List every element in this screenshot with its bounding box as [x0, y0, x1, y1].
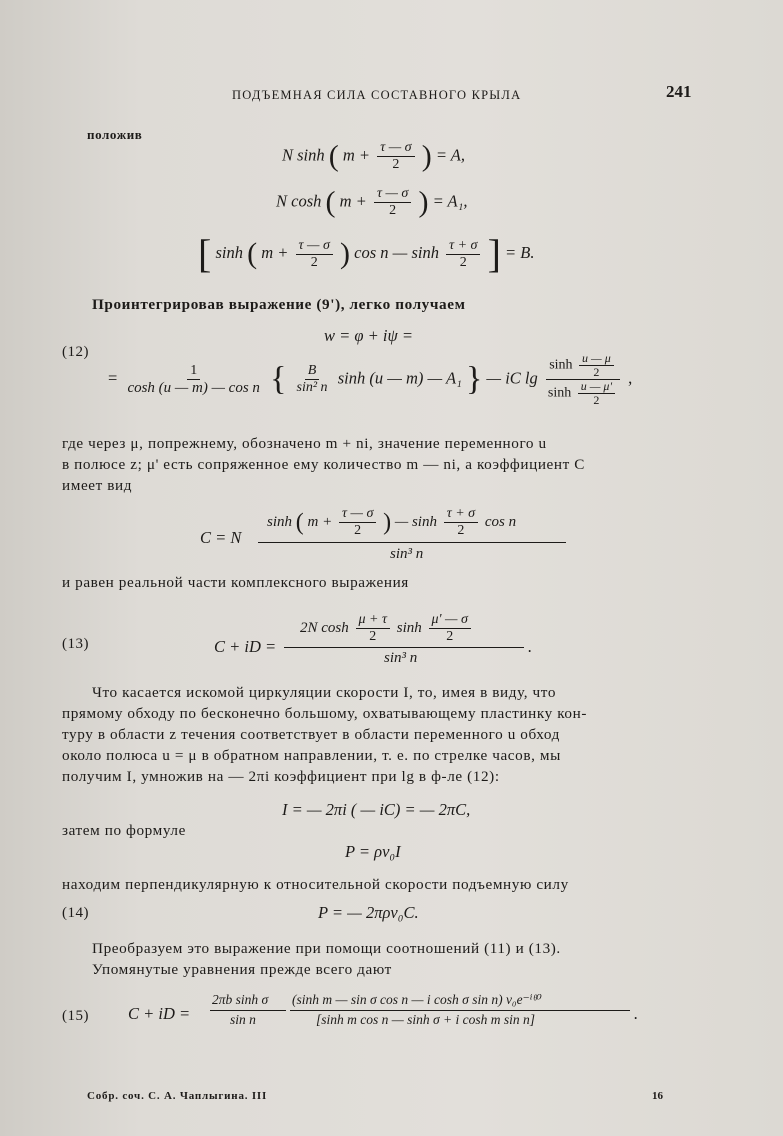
inner-fraction — [579, 352, 614, 379]
equation-number-15: (15) — [62, 1008, 89, 1024]
period: . — [634, 1004, 639, 1023]
fraction-bar — [210, 1010, 286, 1011]
equation-2 — [276, 186, 467, 219]
equation-15-lhs: C + iD = — [128, 1004, 191, 1023]
paragraph-line: туру в области z течения соответствует в области переменного u обход — [62, 726, 560, 743]
paragraph-line: около полюса u = μ в обратном направлении, т. е. по стрелке часов, мы — [62, 747, 561, 764]
brace-left: { — [270, 360, 287, 398]
equation-number-12: (12) — [62, 344, 89, 360]
denominator: 2 — [459, 254, 467, 270]
inner-numerator: u — μ' — [578, 380, 615, 394]
equation-15-f1-numerator: 2πb sinh σ — [212, 992, 269, 1007]
text-polozhiv: положив — [87, 127, 143, 142]
running-title: ПОДЪЕМНАЯ СИЛА СОСТАВНОГО КРЫЛА — [232, 88, 522, 102]
paragraph-line: Что касается искомой циркуляции скорости I, то, имея в виду, что — [92, 684, 557, 701]
paragraph-integrated: Проинтегрировав выражение (9'), легко получаем — [92, 296, 466, 313]
numerator: 1 — [187, 363, 200, 380]
paren-left: ( — [295, 509, 304, 536]
numerator: B — [305, 363, 320, 380]
paragraph-line: где через μ, попрежнему, обозначено m + ni, значение переменного u — [62, 435, 547, 452]
equation-14: P = — 2πρv₀C. — [318, 903, 419, 922]
equation-1 — [282, 140, 465, 173]
inner-denominator: 2 — [593, 393, 600, 407]
equation-circulation: I = — 2πi ( — iC) = — 2πC, — [282, 800, 471, 819]
fraction — [356, 612, 391, 645]
inner-numerator: u — μ — [579, 352, 614, 366]
denominator: 2 — [310, 254, 318, 270]
fraction-bar — [284, 647, 524, 648]
numerator: τ — σ — [377, 140, 414, 157]
fraction-bar — [290, 1010, 630, 1011]
equation-number-13: (13) — [62, 636, 89, 652]
equation-C: C = N — [200, 528, 242, 547]
numerator: μ' — σ — [429, 612, 471, 629]
denominator: sinh $\frac{u — \mu'}{2}$ — [545, 380, 621, 407]
inner-denominator: 2 — [593, 365, 600, 379]
eq12-iclg: — iC lg — [486, 368, 538, 388]
equation-15-f2-numerator: (sinh m — sin σ cos n — i cosh σ sin n) v₀e⁻ⁱᶿ⁰ — [292, 992, 542, 1007]
paragraph-line: получим I, умножив на — 2πi коэффициент при lg в ф-ле (12): — [62, 768, 500, 785]
denominator: 2 — [369, 629, 377, 644]
numerator: μ + τ — [356, 612, 391, 629]
equation-C-numerator — [267, 506, 516, 539]
equation-C-denominator: sin³ n — [390, 546, 424, 562]
page-number: 241 — [666, 82, 692, 101]
paren-right: ) — [421, 139, 432, 173]
numerator: τ + σ — [446, 238, 480, 255]
denominator: sin² n — [296, 380, 328, 395]
paragraph-line: в полюсе z; μ' есть сопряженное ему количество m — ni, а коэффициент C — [62, 456, 585, 473]
eq3-m: m + — [261, 242, 289, 262]
inner-fraction — [578, 380, 615, 407]
denominator: 2 — [446, 629, 454, 644]
equation-w: w = φ + iψ = — [324, 326, 413, 345]
fraction-bar — [258, 542, 566, 543]
equation-force: P = ρv₀I — [345, 842, 401, 861]
paragraph-formula: затем по формуле — [62, 822, 186, 839]
eq13-ncosh: 2N cosh — [300, 619, 349, 636]
c-m: m + — [307, 513, 333, 530]
c-mid: — sinh — [394, 513, 437, 530]
fraction-B — [294, 363, 331, 396]
fraction — [296, 238, 333, 271]
eq2-rhs: = A₁, — [432, 191, 468, 211]
paragraph-real-part: и равен реальной части комплексного выражения — [62, 574, 409, 591]
equation-3 — [198, 231, 535, 276]
equation-13-numerator — [300, 612, 474, 645]
equation-13-lhs: C + iD = — [214, 637, 277, 656]
fraction — [429, 612, 471, 645]
eq1-rhs: = A, — [435, 145, 465, 165]
denominator: 2 — [457, 523, 465, 538]
paren-left: ( — [328, 139, 339, 173]
eq1-m: m + — [342, 145, 371, 165]
fraction — [446, 238, 480, 271]
equation-number-14: (14) — [62, 905, 89, 921]
fraction — [339, 506, 376, 539]
fraction-log — [545, 352, 621, 407]
paragraph-lift: находим перпендикулярную к относительной скорости подъемную силу — [62, 876, 569, 893]
eq12-equals: = — [108, 368, 118, 388]
c-cos: cos n — [484, 513, 517, 530]
numerator: τ — σ — [339, 506, 376, 523]
paren-left: ( — [325, 185, 336, 219]
eq12-rest: sinh (u — m) — A₁ — [337, 368, 462, 388]
bracket-right: ] — [487, 231, 501, 276]
equation-15-f2-denominator: [sinh m cos n — sinh σ + i cosh m sin n] — [316, 1012, 536, 1027]
paragraph-line: прямому обходу по бесконечно большому, охватывающему пластинку кон- — [62, 705, 587, 722]
paragraph-line: Упомянутые уравнения прежде всего дают — [92, 961, 392, 978]
denominator: 2 — [354, 523, 362, 538]
footer-signature: 16 — [652, 1090, 663, 1102]
eq2-lhs: N cosh — [276, 191, 322, 211]
footer-collection: Собр. соч. С. А. Чаплыгина. III — [87, 1090, 268, 1102]
c-sinh: sinh — [267, 513, 293, 530]
eq2-m: m + — [339, 191, 367, 211]
paren-left: ( — [247, 237, 258, 270]
paren-right: ) — [340, 237, 351, 270]
eq3-sinh: sinh — [215, 242, 243, 262]
fraction — [374, 186, 411, 219]
comma: , — [628, 368, 633, 388]
denominator: 2 — [389, 203, 397, 218]
brace-right: } — [465, 360, 483, 398]
paren-right: ) — [418, 185, 429, 219]
numerator: τ — σ — [374, 186, 411, 203]
paragraph-line: имеет вид — [62, 477, 133, 494]
numerator: τ + σ — [444, 506, 478, 523]
denominator: 2 — [392, 157, 400, 172]
denominator: cosh (u — m) — cos n — [127, 380, 260, 396]
fraction — [444, 506, 478, 539]
paren-right: ) — [383, 509, 392, 536]
bracket-left: [ — [198, 231, 212, 276]
eq3-rhs: = B. — [505, 242, 535, 262]
period: . — [528, 637, 533, 656]
numerator: τ — σ — [296, 238, 333, 255]
eq3-mid: cos n — sinh — [354, 242, 439, 262]
fraction — [377, 140, 414, 173]
eq1-lhs: N sinh — [282, 145, 325, 165]
equation-15-f1-denominator: sin n — [230, 1012, 256, 1027]
paragraph-line: Преобразуем это выражение при помощи соотношений (11) и (13). — [92, 940, 561, 957]
fraction-main — [124, 363, 263, 396]
eq13-sinh: sinh — [396, 619, 422, 636]
numerator: sinh $\frac{u — \mu}{2}$ — [546, 352, 620, 380]
equation-13-denominator: sin³ n — [384, 650, 418, 666]
equation-12 — [108, 352, 632, 407]
